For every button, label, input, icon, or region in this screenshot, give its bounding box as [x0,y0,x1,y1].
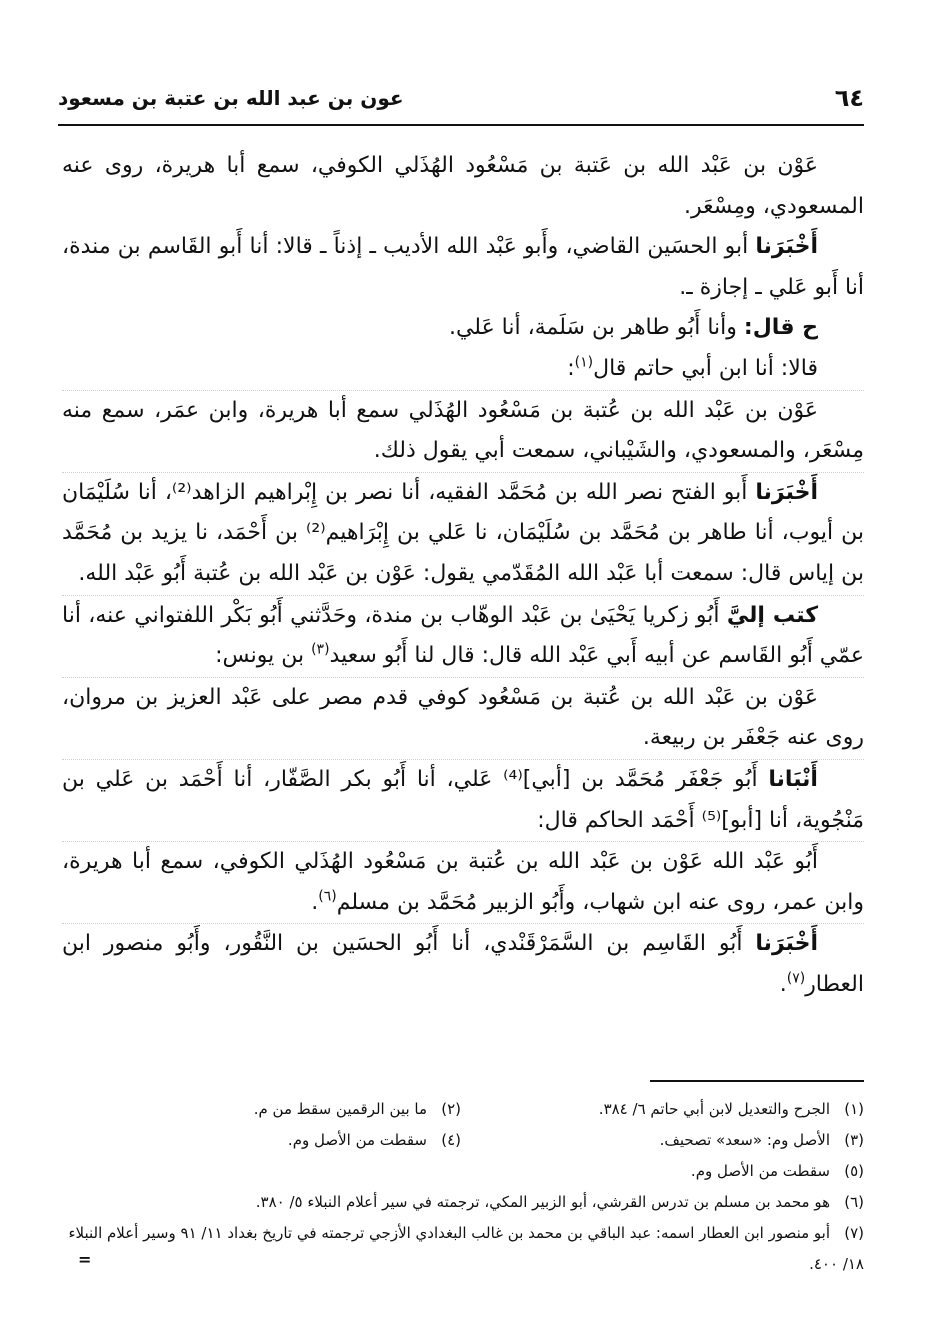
paragraph-lead: أَخْبَرَنا [755,234,818,260]
footnote-number: (١) [844,1100,864,1118]
footnote-number: (٢) [441,1100,461,1118]
footnote [461,1094,864,1125]
paragraph [62,390,864,472]
footnote-text: ما بين الرقمين سقط من م. [253,1100,427,1118]
footnote-number: (٣) [844,1131,864,1149]
footnote [58,1218,864,1280]
footnote [58,1156,864,1187]
paragraph-text: أَبُو جَعْفَر مُحَمَّد بن [أبي]⁽⁴⁾ عَلي، أنا أَبُو بكر الصَّفّار، أنا أَحْمَد بن عَلي بن مَنْجُوية، أنا [أبو]⁽⁵⁾ أَحْمَد الحاكم قال: [62,766,864,833]
footnote-ref: (٦) [318,888,337,905]
footnote [58,1094,461,1125]
footnote-row [58,1125,864,1156]
paragraph-text: أبو الحسَين القاضي، وأَبو عَبْد الله الأديب ـ إذناً ـ قالا: أنا أَبو القَاسم بن مندة، أنا أَبو عَلي ـ إجازة ـ. [62,234,864,300]
paragraph-lead: ح قال: [743,315,818,341]
paragraph-lead: أَخْبَرَنا [755,479,818,505]
paragraph [62,146,864,227]
footnotes [58,1094,864,1280]
footnote [58,1125,461,1156]
paragraph [62,841,864,923]
header-rule [58,124,864,126]
footnote-text: أبو منصور ابن العطار اسمه: عبد الباقي بن محمد بن غالب البغدادي الأزجي ترجمته في تاريخ بغداد ١١/ ٩١ وسير أعلام النبلاء ١٨/ ٤٠٠. [68,1224,864,1273]
paragraph-text-end: . [311,889,319,915]
footnote-text: الجرح والتعديل لابن أبي حاتم ٦/ ٣٨٤. [598,1100,830,1118]
footnote-rule [650,1080,864,1082]
paragraph [62,595,864,677]
paragraph-text: أَبُو زكريا يَحْيَىٰ بن عَبْد الوهّاب بن مندة، وحَدَّثني أَبُو بَكْر اللفتواني عنه، أنا عمّي أَبُو القَاسم عن أبيه أَبي عَبْد الله قال: قال لنا أَبُو سعيد [62,602,864,669]
footnote [58,1187,864,1218]
footnote-text: سقطت من الأصل وم. [690,1162,830,1180]
page-header [58,84,864,120]
paragraph-lead: كتب إليَّ [726,602,818,628]
paragraph-text-end: بن يونس: [215,643,312,669]
footnote-number: (٤) [441,1131,461,1149]
paragraph-text: عَوْن بن عَبْد الله بن عُتبة بن مَسْعُود كوفي قدم مصر على عَبْد العزيز بن مروان، روى عنه جَعْفَر بن ربيعة. [62,684,864,751]
footnote [461,1125,864,1156]
footnote-number: (٥) [844,1162,864,1180]
paragraph-text: عَوْن بن عَبْد الله بن عَتبة بن مَسْعُود الهُذَلي الكوفي، سمع أبا هريرة، روى عنه المسعودي، ومِسْعَر. [62,153,864,219]
page-number: ٦٤ [834,84,864,112]
footnote-text: سقطت من الأصل وم. [287,1131,427,1149]
paragraph [62,472,864,595]
paragraph [62,308,864,349]
footnote-number: (٧) [844,1224,864,1242]
paragraph-text: قالا: أنا ابن أبي حاتم قال [593,355,818,381]
main-text [62,146,864,1005]
paragraph [62,349,864,390]
footnote-text: الأصل وم: «سعد» تصحيف. [659,1131,830,1149]
paragraph [62,923,864,1005]
footnote-ref: (٧) [786,970,806,987]
paragraph-text: عَوْن بن عَبْد الله بن عُتبة بن مَسْعُود الهُذَلي سمع أبا هريرة، وابن عمَر، سمع منه مِسْعَر، والمسعودي، والشَيْباني، سمعت أبي يقول ذلك. [62,397,864,464]
footnote-ref: (١) [574,354,594,371]
paragraph-text: وأنا أَبُو طاهر بن سَلَمة، أنا عَلي. [448,315,737,341]
paragraph-text: أَبُو عَبْد الله عَوْن بن عَبْد الله بن عُتبة بن مَسْعُود الهُذَلي الكوفي، سمع أبا هريرة، وابن عمر، روى عنه ابن شهاب، وأَبُو الزبير مُحَمَّد بن مسلم [62,849,864,915]
footnote-ref: (٣) [311,641,330,658]
running-title: عون بن عبد الله بن عتبة بن مسعود [58,86,404,110]
paragraph-text: أَبُو القَاسِم بن السَّمَرْقَنْدي، أنا أَبُو الحسَين بن النَّقُور، وأَبُو منصور ابن العطار [62,931,864,997]
paragraph-text: أَبو الفتح نصر الله بن مُحَمَّد الفقيه، أنا نصر بن إِبْراهيم الزاهد⁽²⁾، أنا سُلَيْمَان بن أيوب، أنا طاهر بن مُحَمَّد بن سُلَيْمَان، نا عَلي بن إِبْرَاهيم⁽²⁾ بن أَحْمَد، نا يزيد بن مُحَمَّد بن إياس قال: سمعت أبا عَبْد الله المُقَدّمي يقول: عَوْن بن عَبْد الله بن عُتبة أَبُو عَبْد الله. [62,479,864,586]
paragraph-lead: أَخْبَرَنا [755,931,819,957]
footnote-continuation-mark: = [78,1250,92,1269]
paragraph [62,759,864,841]
paragraph-lead: أَنْبَانا [768,766,818,792]
footnote-text: هو محمد بن مسلم بن تدرس القرشي، أبو الزبير المكي، ترجمته في سير أعلام النبلاء ٥/ ٣٨٠. [255,1193,830,1211]
paragraph [62,677,864,759]
footnote-row [58,1094,864,1125]
footnote-number: (٦) [844,1193,864,1211]
paragraph [62,227,864,308]
paragraph-text-end: . [779,971,787,997]
paragraph-text-end: : [567,355,575,381]
